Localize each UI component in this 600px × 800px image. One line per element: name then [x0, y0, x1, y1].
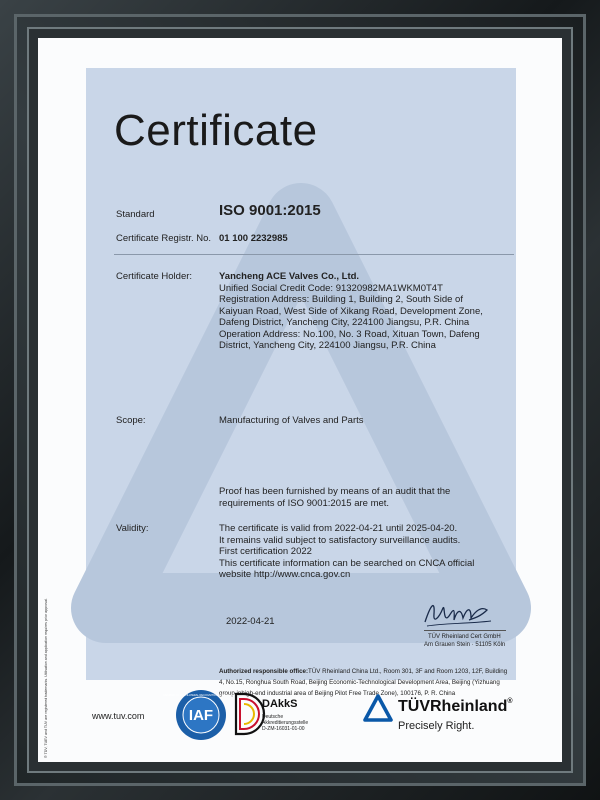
dakks-text: [262, 714, 308, 732]
trademark-note: [44, 508, 54, 758]
signature-image: [421, 596, 496, 632]
issue-date: 2022-04-21: [226, 616, 275, 627]
scope-label: Scope:: [116, 415, 146, 426]
signatory-line2: Am Grauen Stein · 51105 Köln: [424, 642, 506, 648]
iaf-text: IAF: [188, 707, 214, 724]
standard-value: ISO 9001:2015: [219, 202, 321, 219]
tuv-triangle-logo: [363, 693, 393, 723]
validity-line: It remains valid subject to satisfactory surveillance audits.: [219, 534, 461, 546]
holder-line: Dafeng District, Yancheng City, 224100 Jiangsu, P.R. China: [219, 317, 470, 328]
validity-line: First certification 2022: [219, 546, 312, 557]
validity-line: The certificate is valid from 2022-04-21 until 2025-04-20.: [219, 523, 458, 534]
registr-value: 01 100 2232985: [219, 233, 288, 244]
proof-text: [219, 486, 450, 509]
iaf-logo: [163, 688, 239, 742]
validity-line: This certificate information can be searched on CNCA official: [219, 557, 475, 569]
tuv-triangle-watermark: [86, 68, 516, 680]
website-link[interactable]: www.tuv.com: [92, 711, 145, 721]
dakks-d-mark: [230, 690, 260, 738]
divider: [114, 254, 514, 255]
standard-label: Standard: [116, 209, 155, 220]
validity-label: Validity:: [116, 523, 149, 534]
holder-line: Registration Address: Building 1, Building 2, South Side of: [219, 294, 463, 305]
holder-line: Operation Address: No.100, No. 3 Road, Xituan Town, Dafeng: [219, 328, 480, 340]
scope-value: Manufacturing of Valves and Parts: [219, 415, 364, 426]
holder-line: Kaiyuan Road, West Side of Xikang Road, Development Zone,: [219, 305, 483, 317]
tuv-slogan: Precisely Right.: [398, 720, 475, 732]
certificate-paper: [38, 38, 562, 762]
authorized-lead: Authorized responsible office:: [219, 668, 309, 675]
dakks-line2: Akkreditierungsstelle: [262, 720, 309, 726]
tuv-name: TÜVRheinland: [398, 698, 508, 715]
holder-block: [219, 271, 483, 352]
proof-line: Proof has been furnished by means of an audit that the: [219, 486, 451, 497]
holder-line: District, Yancheng City, 224100 Jiangsu, P.R. China: [219, 340, 436, 351]
validity-line: website http://www.cnca.gov.cn: [219, 569, 351, 580]
signature-line: [424, 630, 506, 631]
dakks-line1: Deutsche: [262, 714, 284, 720]
tuv-brand: [398, 698, 513, 716]
signatory-line1: TÜV Rheinland Cert GmbH: [428, 634, 501, 640]
dakks-line3: D-ZM-16031-01-00: [262, 726, 305, 732]
registr-label: Certificate Registr. No.: [116, 233, 212, 244]
authorized-text: TÜV Rheinland China Ltd., Room 301, 3F and Room 1203, 12F, Building 4, No.15, Ronghua South Road, Beijing Economic-Technological Development Area, Beijing (Yizhuang group inhigh-end industrial area of Beijing Pilot Free Trade Zone), 100176, P. R. China: [219, 668, 508, 698]
holder-label: Certificate Holder:: [116, 271, 193, 282]
tuv-reg-mark: ®: [507, 698, 513, 705]
dakks-name: DAkkS: [262, 698, 298, 710]
validity-block: [219, 523, 474, 581]
page-title: Certificate: [114, 106, 318, 155]
trademark-note-text: ® TÜV, TUEV and TUV are registered trademarks. Utilisation and application requires prior approval.: [44, 598, 48, 758]
proof-line: requirements of ISO 9001:2015 are met.: [219, 497, 390, 509]
holder-name: Yancheng ACE Valves Co., Ltd.: [219, 271, 360, 282]
iaf-ring-text: MEMBER OF MULTILATERAL RECOGNITION ARRANGEMENT: [163, 694, 239, 697]
holder-line: Unified Social Credit Code: 91320982MA1WKM0T4T: [219, 282, 443, 294]
